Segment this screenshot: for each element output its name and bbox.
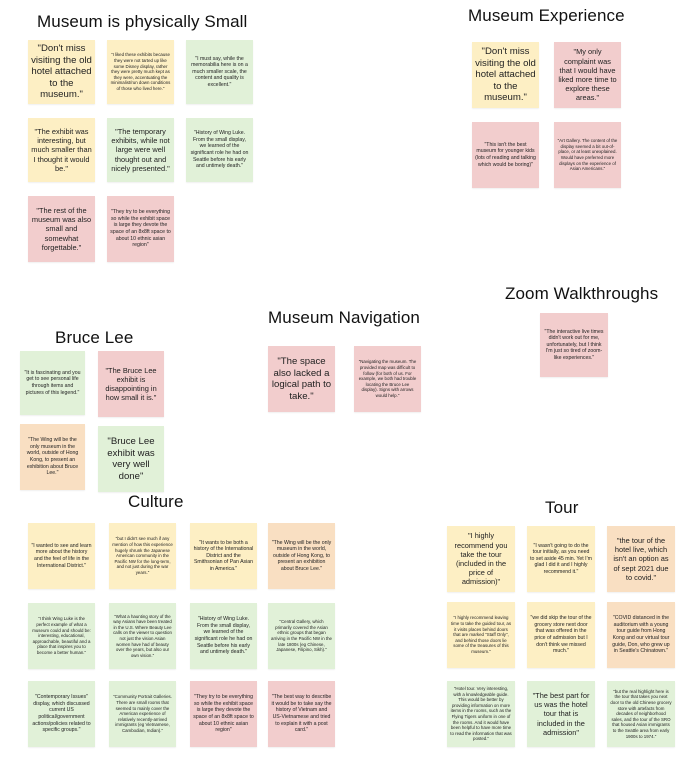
- sticky-note[interactable]: [540, 313, 608, 377]
- note-text: "What a haunting story of the way Asians have been treated in the U.S. Where Beauty Lee calls on the viewer to question not just the vision Asian women have had of beauty over the years, but also our own vision.": [113, 613, 172, 658]
- sticky-note[interactable]: [190, 681, 257, 747]
- note-text: "They try to be everything so while the exhibit space is large they devote the space of an 8x8ft space to about 10 ethnic asian region": [193, 694, 254, 734]
- sticky-note[interactable]: [107, 40, 174, 104]
- sticky-note[interactable]: [472, 42, 539, 108]
- group-title-tour: Tour: [545, 498, 579, 517]
- note-text: "Central Gallery, which primarily covered the Asian ethnic groups that began arriving in the Pacific NW in the late 1800s (eg Chinese, Japanese, Filipino, Sikh).": [271, 619, 333, 653]
- sticky-note[interactable]: [447, 681, 515, 747]
- note-text: "It wants to be both a history of the International District and the Smithsonian of Pan Asian in America.": [193, 539, 254, 572]
- sticky-note[interactable]: [109, 603, 176, 669]
- note-text: "the tour of the hotel live, which isn't an option as of sept 2021 due to covid.": [613, 535, 669, 582]
- sticky-note[interactable]: [186, 40, 253, 104]
- group-title-small: Museum is physically Small: [37, 12, 248, 31]
- note-text: "The temporary exhibits, while not large were well thought out and nicely presented.": [111, 126, 170, 173]
- sticky-note[interactable]: [554, 122, 621, 188]
- note-text: "Navigating the museum. The provided map was difficult to follow (for both of us. For example, we both had trouble locating the Bruce Lee display). Signs with arrows would help.": [358, 359, 417, 398]
- sticky-note[interactable]: [527, 681, 595, 747]
- note-text: "The Wing will be the only museum in the world, outside of Hong Kong, to present an exhibition about Bruce Lee.": [26, 437, 79, 477]
- sticky-note[interactable]: [527, 602, 595, 668]
- note-text: "Art Gallery. The content of the display seemed a bit out-of-place, or at least unexplained. Would have preferred more displays on the experience of Asian Americans.": [557, 138, 618, 172]
- note-text: "It is fascinating and you get to see personal life through items and pictures of this legend.": [24, 369, 81, 396]
- note-text: "They try to be everything so while the exhibit space is large they devote the space of an 8x8ft space to about 10 ethnic asian region": [110, 209, 171, 249]
- sticky-note[interactable]: [472, 122, 539, 188]
- note-text: "but the real highlight here is the tour that takes you next door to the old Chinese grocery store with artefacts from decades of neighborhood sales, and the tour of the SRO that housed Asian immigrants to the Seattle area from early 1900s to 1974.": [610, 688, 672, 739]
- sticky-note[interactable]: [109, 681, 176, 747]
- sticky-note[interactable]: [28, 681, 95, 747]
- sticky-note[interactable]: [28, 118, 95, 182]
- sticky-note[interactable]: [268, 523, 335, 589]
- note-text: "The space also lacked a logical path to take.": [271, 356, 332, 402]
- sticky-note[interactable]: [190, 523, 257, 589]
- sticky-note[interactable]: [107, 196, 174, 262]
- note-text: "I think Wing Luke is the perfect example of what a museum could and should be: interesting, educational, approachable, beautiful and a place that inspires you to become a better human.": [32, 616, 91, 655]
- group-title-bruce: Bruce Lee: [55, 328, 134, 347]
- sticky-note[interactable]: [268, 346, 335, 412]
- sticky-note[interactable]: [20, 424, 85, 490]
- note-text: "we did skip the tour of the grocery store next door that was offered in the price of admission but I don't think we missed much.": [530, 615, 592, 655]
- note-text: "Don't miss visiting the old hotel attached to the museum.": [475, 46, 536, 104]
- note-text: "The Bruce Lee exhibit is disappointing in how small it is.": [105, 365, 157, 403]
- note-text: "The best part for us was the hotel tour that is included in the admission": [532, 690, 590, 737]
- note-text: "Contemporary Issues" display, which discussed current US political/government actions/policies related to specific groups.": [32, 694, 91, 734]
- sticky-note[interactable]: [20, 351, 85, 415]
- note-text: "I highly recommend you take the tour (included in the price of admission)": [454, 531, 508, 587]
- note-text: "Don't miss visiting the old hotel attached to the museum.": [31, 43, 92, 101]
- note-text: "I highly recommend leaving time to take the guided tour, as it visits places behind doors that are marked "Staff Only", and behind those doors lie some of the treasures of this museum.": [450, 615, 512, 654]
- note-text: "I liked these exhibits because they were not tarted up like some Disney display, rather they were pretty much kept as they were, accentuating the minimalist/run down conditions of those who lived here.": [110, 52, 171, 91]
- note-text: "The rest of the museum was also small and somewhat forgettable.": [31, 205, 92, 252]
- note-text: "Community Portrait Galleries. There are small rooms that seemed to mainly cover the American experience of relatively recently-arrived immigrants (eg Vietnamese, Cambodian, Indian).": [113, 694, 172, 733]
- group-title-culture: Culture: [128, 492, 184, 511]
- note-text: "The exhibit was interesting, but much smaller than I thought it would be.": [31, 126, 92, 173]
- note-text: "History of Wing Luke. From the small display, we learned of the significant role he had on Seattle before his early and untimely death.": [194, 616, 253, 656]
- sticky-note[interactable]: [28, 196, 95, 262]
- sticky-note[interactable]: [28, 603, 95, 669]
- sticky-note[interactable]: [107, 118, 174, 182]
- group-title-experience: Museum Experience: [468, 6, 625, 25]
- sticky-note[interactable]: [186, 118, 253, 182]
- sticky-note[interactable]: [447, 526, 515, 592]
- sticky-note[interactable]: [607, 681, 675, 747]
- sticky-note[interactable]: [527, 526, 595, 592]
- note-text: "My only complaint was that I would have liked more time to explore these areas.": [558, 47, 617, 103]
- sticky-note[interactable]: [109, 523, 176, 589]
- group-title-zoom: Zoom Walkthroughs: [505, 284, 659, 303]
- sticky-note[interactable]: [354, 346, 421, 412]
- sticky-note[interactable]: [607, 602, 675, 668]
- note-text: "This isn't the best museum for younger kids (lots of reading and talking which would be boring)": [475, 141, 536, 168]
- sticky-note[interactable]: [98, 426, 164, 492]
- note-text: "History of Wing Luke. From the small display, we learned of the significant role he had on Seattle before his early and untimely death.": [190, 130, 249, 170]
- group-title-navigation: Museum Navigation: [268, 308, 420, 327]
- sticky-note[interactable]: [268, 681, 335, 747]
- note-text: "The interactive live times didn't work out for me, unfortunately, but I think I'm just so tired of zoom-like experiences.": [544, 328, 604, 361]
- sticky-note[interactable]: [28, 523, 95, 589]
- note-text: "I wasn't going to do the tour initially, as you need to set aside 45 min. Yet I'm glad I did it and I highly recommend it.": [530, 542, 592, 575]
- note-text: "COVID distanced in the auditorium with a young tour guide from Hong Kong and our virtual tour guide, Don, who grew up in Seattle's Chinatown.": [612, 615, 670, 655]
- sticky-note[interactable]: [268, 603, 335, 669]
- sticky-note[interactable]: [98, 351, 164, 417]
- sticky-note[interactable]: [554, 42, 621, 108]
- note-text: "The best way to describe it would be to take say the history of Vietnam and US-Vietnamese and tried to explain it with a post card.": [271, 694, 332, 734]
- sticky-note[interactable]: [28, 40, 95, 104]
- note-text: "Hotel tour. Very interesting, with a knowledgeable guide. This would be better by providing information on more items in the rooms, such as the Flying Tigers uniform in one of the rooms. And it would have been helpful to have more time to read the information that was posted.": [450, 686, 512, 742]
- sticky-note[interactable]: [607, 526, 675, 592]
- sticky-note[interactable]: [190, 603, 257, 669]
- note-text: "but I didn't see much if any mention of how this experience hugely shrunk the Japanese American community in the Pacific NW for the long-term, and not just during the war years.": [112, 536, 173, 575]
- note-text: "I must say, while the memorabilia here is on a much smaller scale, the content and quality is excellent.": [191, 55, 248, 88]
- note-text: "The Wing will be the only museum in the world, outside of Hong Kong, to present an exhibition about Bruce Lee.": [271, 539, 332, 572]
- sticky-note[interactable]: [447, 602, 515, 668]
- note-text: "I wanted to see and learn more about the history and the feel of life in the International District.": [31, 542, 92, 569]
- note-text: "Bruce Lee exhibit was very well done": [107, 436, 155, 482]
